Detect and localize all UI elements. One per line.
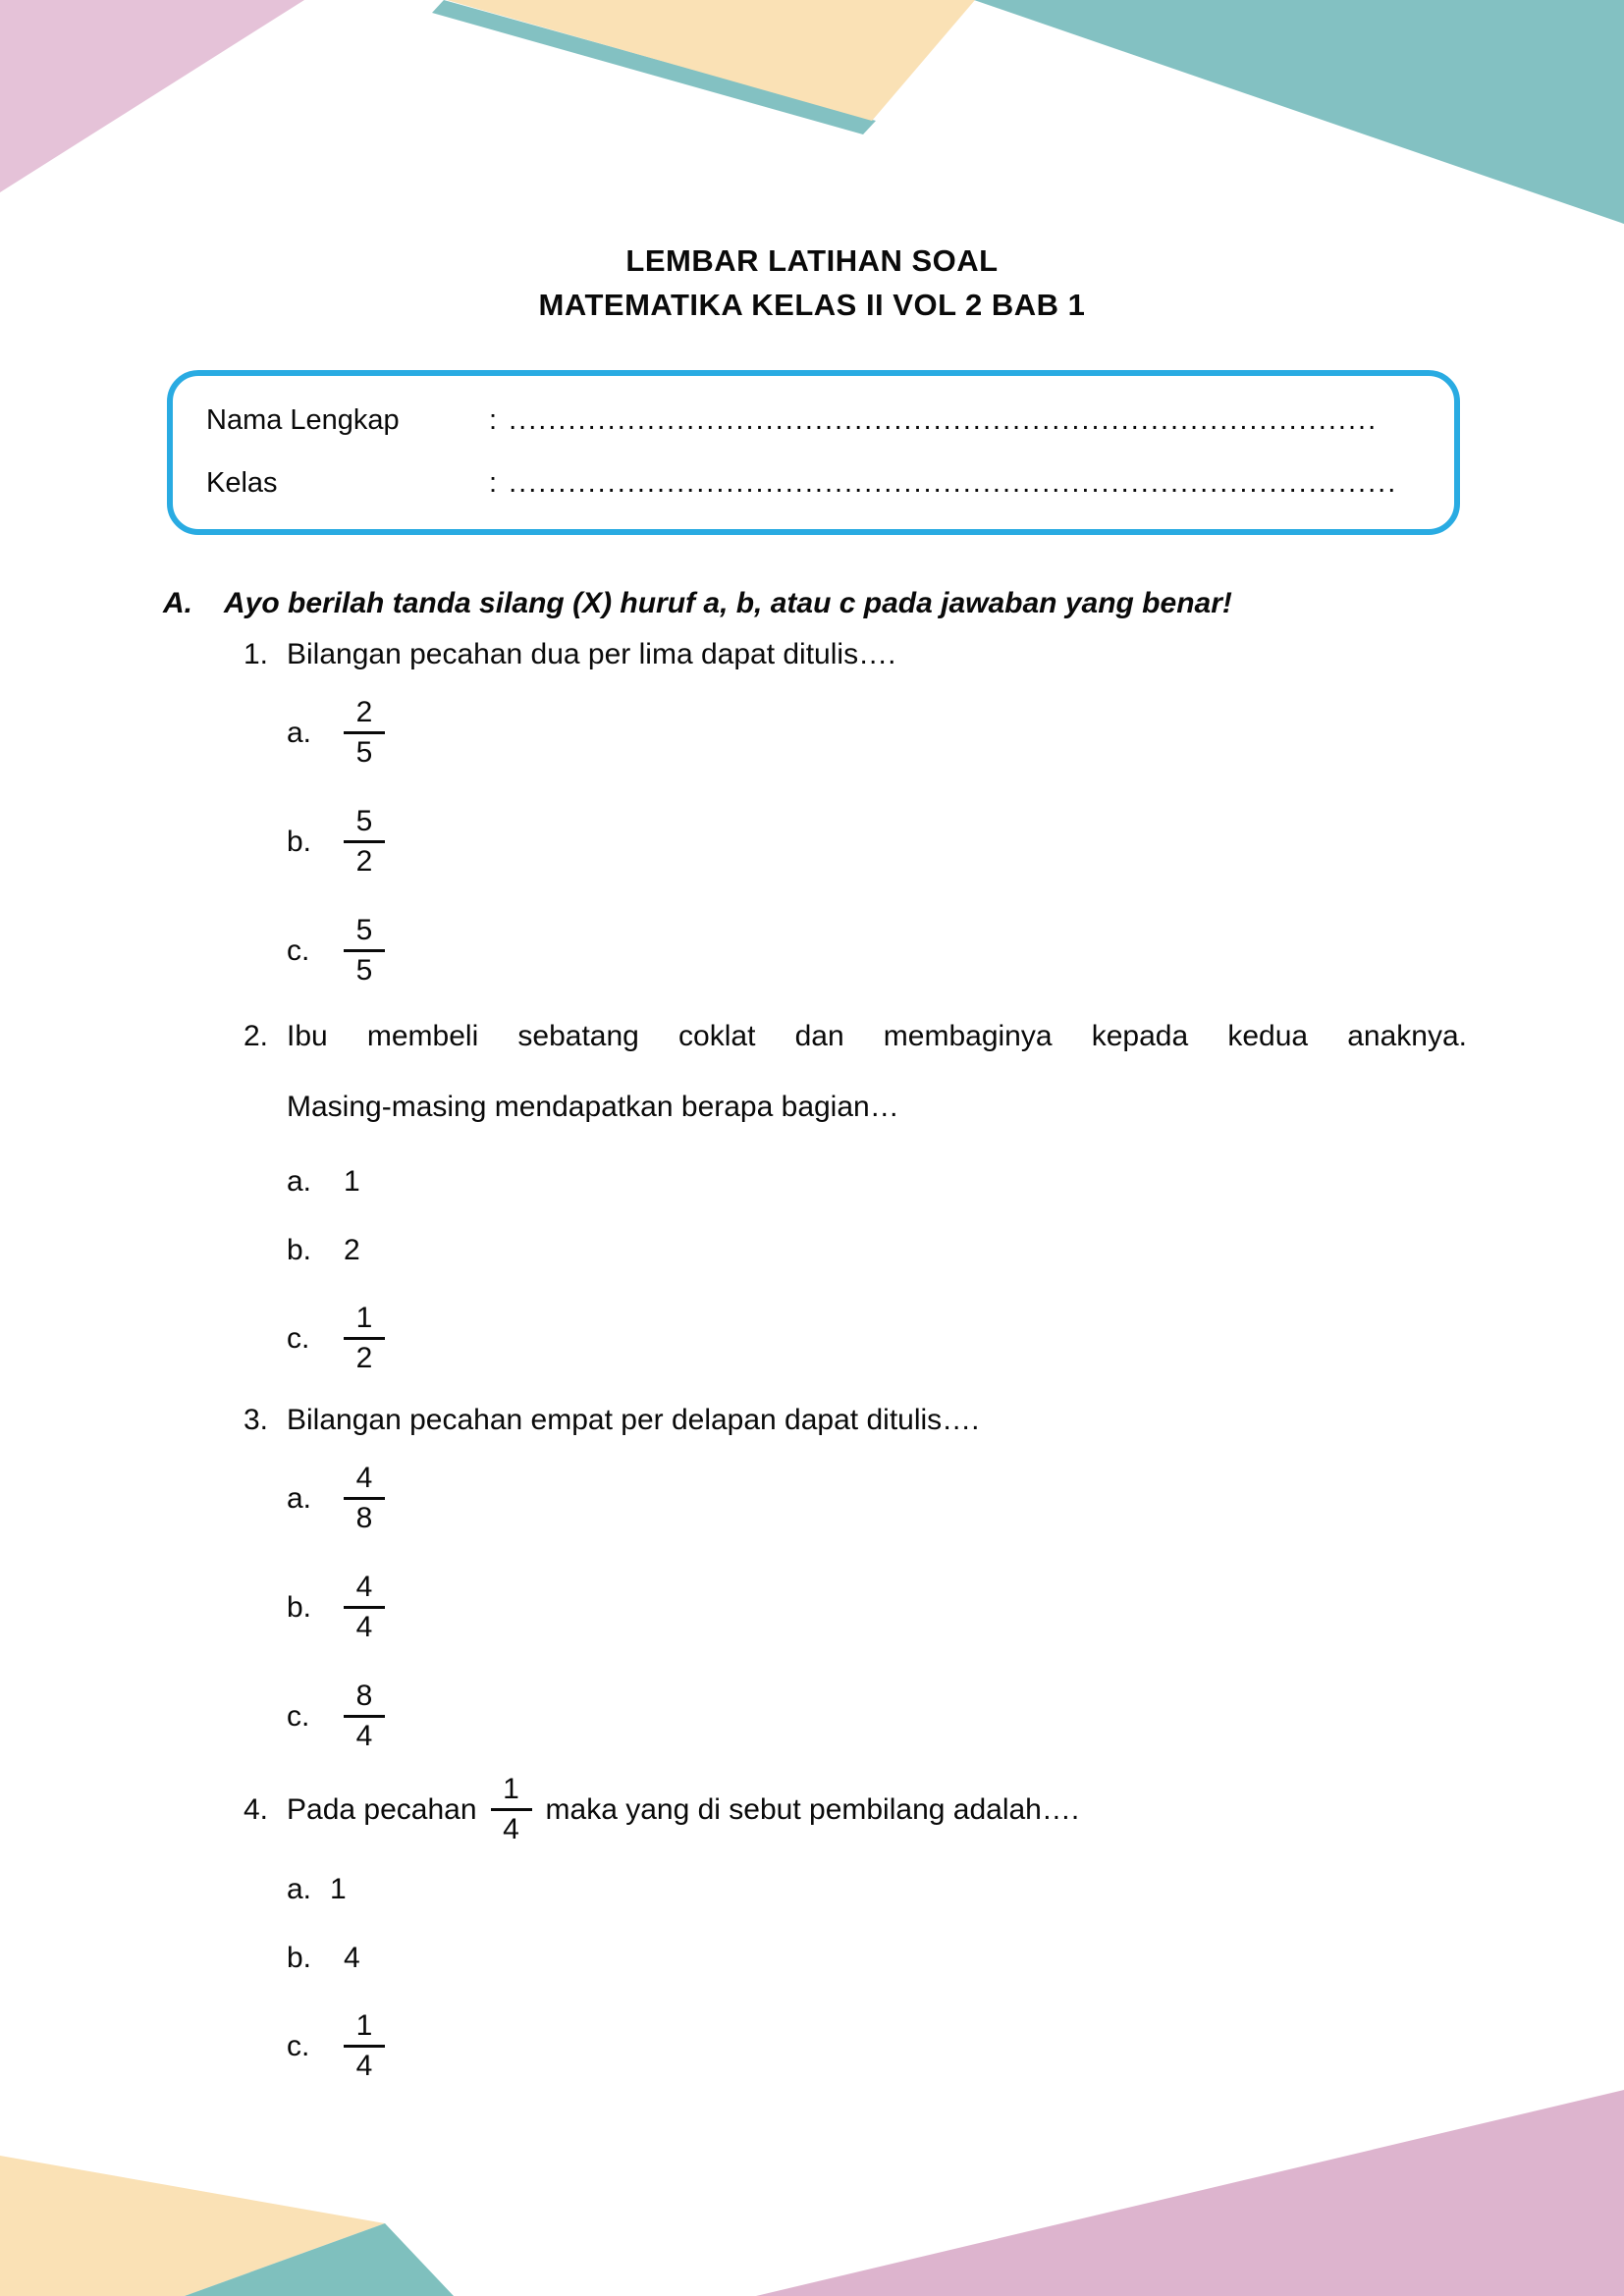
option-letter: c. [287,934,310,967]
name-fill-in-line: : ........................................................................................ [489,404,1379,436]
question-text-after: maka yang di sebut pembilang adalah…. [545,1792,1080,1826]
option-value: 2 [344,1234,360,1266]
fraction [344,2009,385,2083]
option-a [287,1872,1467,1907]
option-letter: c. [287,2029,310,2062]
fraction-denominator: 4 [355,1611,373,1643]
question-1-options [163,696,1467,988]
option-b [287,805,1467,879]
option-c [287,1680,1467,1753]
fraction-numerator: 4 [355,1462,373,1494]
fraction-bar [344,1715,385,1718]
option-b [287,1571,1467,1644]
question-number: 2. [244,1020,269,1052]
question-text-line1: Ibu membeli sebatang coklat dan membaginya kepada kedua anaknya. [287,1020,1467,1052]
fraction-bar [344,949,385,952]
class-fill-in-line: : .......................................................................................... [489,467,1398,499]
question-2 [163,1001,1467,1143]
fraction [344,1571,385,1644]
class-field-label: Kelas [206,467,278,499]
fraction [491,1773,532,1846]
option-letter: b. [287,1234,312,1266]
question-text-line2: Masing-masing mendapatkan berapa bagian… [287,1091,899,1123]
section-instruction: Ayo berilah tanda silang (X) huruf a, b, atau c pada jawaban yang benar! [224,587,1232,619]
question-number: 4. [244,1792,269,1826]
fraction-bar [344,1606,385,1609]
fraction-numerator: 5 [355,805,373,837]
option-a [287,1164,1467,1200]
fraction [344,1680,385,1753]
fraction-bar [344,1497,385,1500]
name-field-row [206,400,1425,441]
option-letter: a. [287,716,312,749]
section-a [163,584,1467,2083]
fraction-bar [491,1808,532,1811]
fraction-denominator: 4 [503,1813,519,1845]
option-letter: a. [287,1165,312,1198]
fraction-denominator: 5 [355,954,373,987]
option-letter: c. [287,1321,310,1355]
decor-bottom-teal-triangle [185,2223,454,2296]
fraction-bar [344,840,385,843]
option-value: 1 [344,1165,360,1198]
fraction-bar [344,2045,385,2048]
section-a-heading [163,584,1467,623]
fraction [344,696,385,770]
question-2-options [163,1164,1467,1375]
question-text-before: Pada pecahan [287,1792,477,1826]
option-letter: c. [287,1699,310,1733]
option-value: 4 [344,1942,360,1974]
option-c [287,2009,1467,2083]
fraction-numerator: 4 [355,1571,373,1603]
option-letter: b. [287,825,312,858]
fraction-numerator: 2 [355,696,373,728]
fraction [344,805,385,879]
option-value: 1 [330,1873,347,1905]
question-number: 3. [244,1404,269,1436]
class-field-row [206,462,1425,504]
question-3-options [163,1462,1467,1753]
fraction-numerator: 8 [355,1680,373,1712]
option-letter: a. [287,1481,312,1515]
question-text [287,1001,1467,1143]
fraction-bar [344,731,385,734]
option-a [287,696,1467,770]
option-letter: a. [287,1873,312,1905]
page-title [0,239,1624,327]
fraction [344,1462,385,1535]
fraction-denominator: 5 [355,736,373,769]
fraction-bar [344,1337,385,1340]
fraction-denominator: 4 [355,1720,373,1752]
option-c [287,1302,1467,1375]
question-3 [163,1401,1467,1440]
page-title-line2: MATEMATIKA KELAS II VOL 2 BAB 1 [538,288,1086,322]
question-4 [163,1773,1467,1846]
option-c [287,914,1467,988]
question-text: Bilangan pecahan empat per delapan dapat ditulis…. [287,1404,980,1436]
student-info-box [167,370,1460,535]
option-b [287,1233,1467,1268]
fraction-numerator: 1 [355,1302,373,1334]
question-4-options [163,1872,1467,2083]
section-label: A. [163,587,192,619]
fraction-numerator: 1 [503,1773,519,1805]
option-letter: b. [287,1590,312,1624]
decor-bottom-left-cream-shape [0,2156,385,2296]
fraction-denominator: 4 [355,2050,373,2082]
page-title-line1: LEMBAR LATIHAN SOAL [625,243,999,278]
fraction [344,914,385,988]
fraction-denominator: 8 [355,1502,373,1534]
option-letter: b. [287,1942,312,1974]
fraction [344,1302,385,1375]
option-b [287,1941,1467,1976]
question-text: Bilangan pecahan dua per lima dapat ditulis…. [287,638,896,670]
fraction-numerator: 5 [355,914,373,946]
question-1 [163,635,1467,674]
fraction-numerator: 1 [355,2009,373,2042]
fraction-denominator: 2 [355,845,373,878]
name-field-label: Nama Lengkap [206,404,400,436]
question-number: 1. [244,638,269,670]
fraction-denominator: 2 [355,1342,373,1374]
option-a [287,1462,1467,1535]
decor-bottom-right-pink-triangle [756,2090,1624,2296]
